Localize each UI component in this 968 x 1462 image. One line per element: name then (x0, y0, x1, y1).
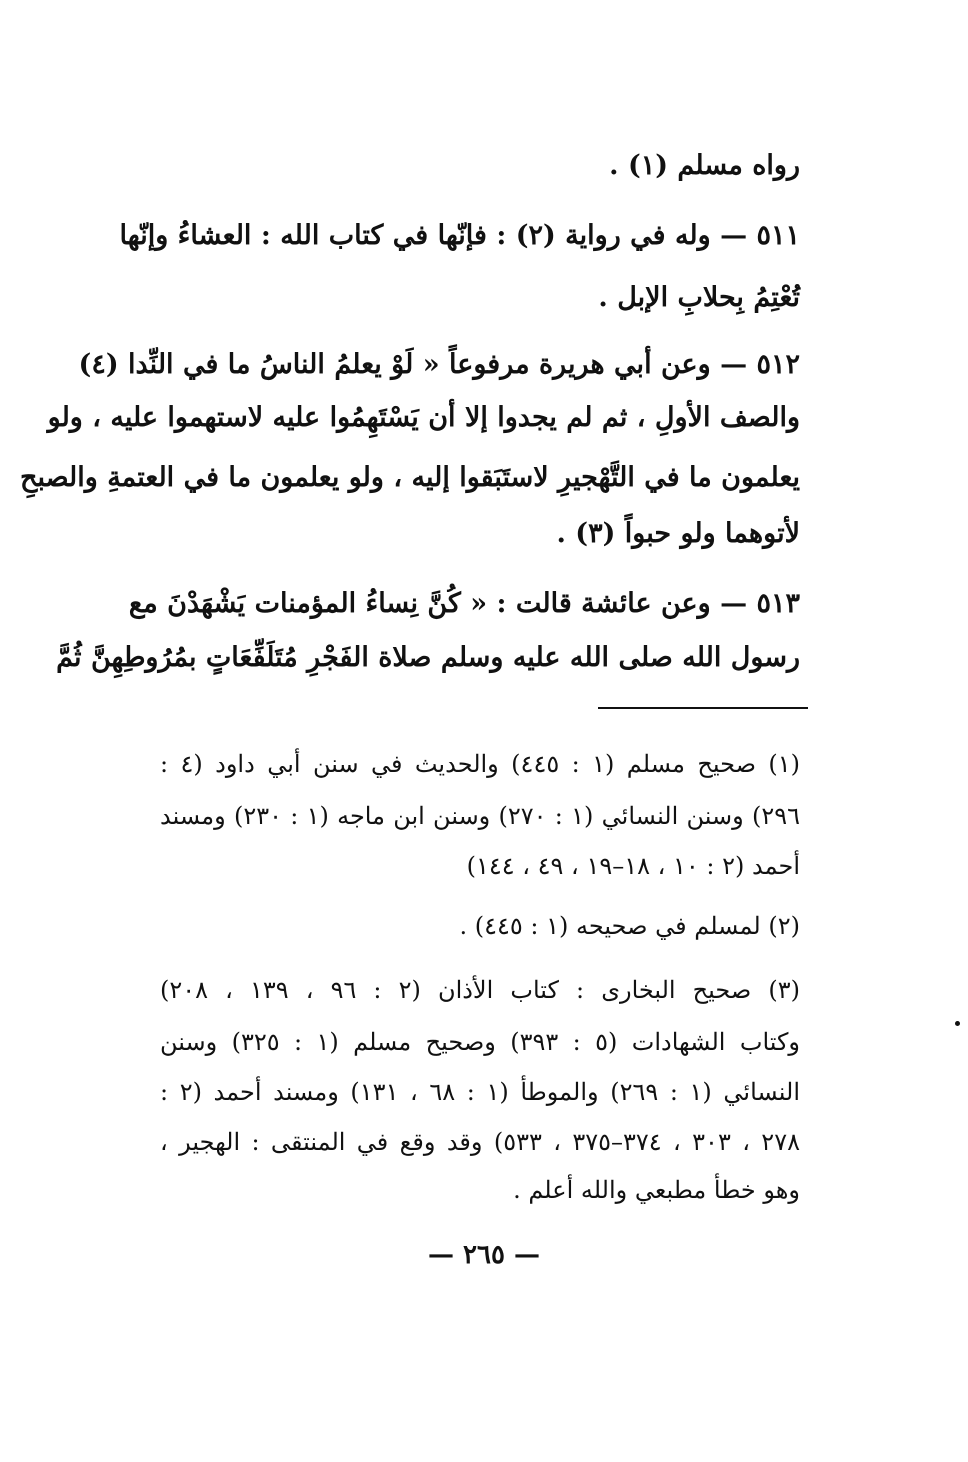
hadith-513-line-2: رسول الله صلى الله عليه وسلم صلاة الفَجْرِ مُتَلَفِّعَاتٍ بمُرُوطِهِنَّ ثُمَّ (56, 642, 800, 673)
hadith-512-line-3: يعلمون ما في التَّهْجيرِ لاستَبَقوا إليه ، ولو يعلمون ما في العتمةِ والصبحِ (20, 462, 800, 493)
hadith-512-line-4: لأتوهما ولو حبواً (٣) . (556, 518, 800, 549)
footnote-1-line-1: (١) صحيح مسلم (١ : ٤٤٥) والحديث في سنن أبي داود (٤ : (160, 750, 801, 778)
footnote-1-line-2: ٢٩٦) وسنن النسائي (١ : ٢٧٠) وسنن ابن ماجه (١ : ٢٣٠) ومسند (160, 802, 801, 830)
page-number: — ٢٦٥ — (427, 1240, 541, 1270)
footnote-3-line-5: وهو خطأ مطبعي والله أعلم . (513, 1176, 800, 1204)
hadith-512-line-2: والصف الأولِ ، ثم لم يجدوا إلا أن يَسْتَهِمُوا عليه لاستهموا عليه ، ولو (47, 402, 800, 433)
hadith-511-line-2: تُعْتِمُ بِحلابِ الإبل . (598, 282, 800, 313)
hadith-513-line-1: ٥١٣ — وعن عائشة قالت : « كُنَّ نِساءُ المؤمنات يَشْهَدْنَ مع (128, 588, 800, 619)
footnote-separator (598, 707, 808, 709)
body-line-narration: رواه مسلم (١) . (609, 150, 800, 181)
hadith-511-line-1: ٥١١ — وله في رواية (٢) : فإنّها في كتاب الله : العشاءُ وإنّها (119, 220, 800, 251)
footnote-3-line-4: ٢٧٨ ، ٣٠٣ ، ٣٧٤–٣٧٥ ، ٥٣٣) وقد وقع في المنتقى : الهجير ، (160, 1128, 800, 1156)
hadith-512-line-1: ٥١٢ — وعن أبي هريرة مرفوعاً « لَوْ يعلمُ الناسُ ما في النِّدا (٤) (78, 349, 800, 380)
scan-speck (955, 1021, 960, 1026)
footnote-3-line-1: (٣) صحيح البخارى : كتاب الأذان (٢ : ٩٦ ، ١٣٩ ، ٢٠٨) (160, 976, 800, 1004)
footnote-3-line-3: النسائي (١ : ٢٦٩) والموطأ (١ : ٦٨ ، ١٣١) ومسند أحمد (٢ : (160, 1078, 801, 1106)
footnote-1-line-3: أحمد (٢ : ١٠ ، ١٨–١٩ ، ٤٩ ، ١٤٤) (466, 852, 800, 880)
footnote-3-line-2: وكتاب الشهادات (٥ : ٣٩٣) وصحيح مسلم (١ : ٣٢٥) وسنن (160, 1028, 801, 1056)
footnote-2-line-1: (٢) لمسلم في صحيحه (١ : ٤٤٥) . (459, 912, 800, 940)
